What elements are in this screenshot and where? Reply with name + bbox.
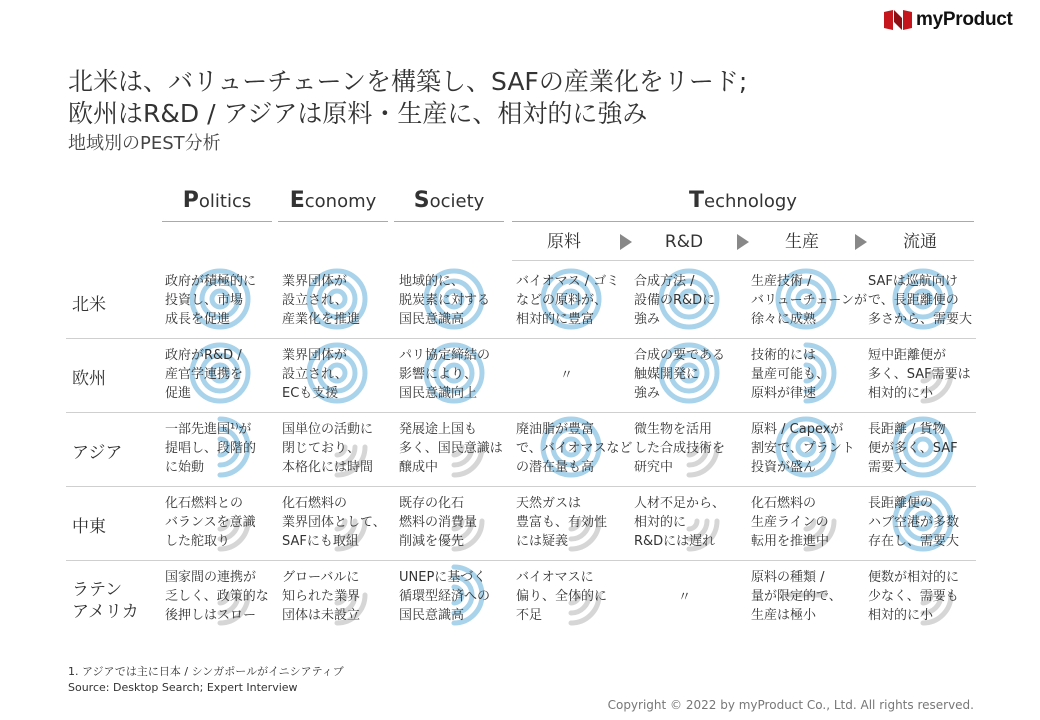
column-rule bbox=[162, 221, 272, 222]
chevron-right-icon bbox=[855, 234, 867, 250]
cell-line: 地域的に、 bbox=[399, 274, 465, 289]
brand-logo bbox=[884, 8, 1013, 32]
cell-line: 相対的に小 bbox=[868, 608, 934, 623]
cell-line: 産官学連携を bbox=[165, 367, 244, 382]
cell-line: 産業化を推進 bbox=[282, 312, 361, 327]
table-cell bbox=[560, 366, 573, 385]
cell-line: 団体は未設立 bbox=[282, 608, 361, 623]
tech-stage-distribution: 流通 bbox=[903, 232, 937, 252]
table-cell bbox=[516, 420, 632, 477]
header-cap: P bbox=[182, 188, 199, 213]
cell-line: 〃 bbox=[560, 368, 574, 383]
cell-line: 発展途上国も bbox=[399, 422, 478, 437]
cell-line: 醸成中 bbox=[399, 460, 439, 475]
cell-line: グローバルに bbox=[282, 570, 360, 585]
header-rest: echnology bbox=[704, 191, 797, 212]
row-label-line: ラテン bbox=[72, 580, 123, 600]
cell-line: 国民意識高 bbox=[399, 312, 465, 327]
cell-line: 偏り、全体的に bbox=[516, 589, 608, 604]
row-label bbox=[72, 368, 106, 390]
header-rest: conomy bbox=[304, 191, 377, 212]
cell-line: 徐々に成熟 bbox=[751, 312, 817, 327]
cell-line: には疑義 bbox=[516, 534, 569, 549]
table-cell bbox=[165, 420, 256, 477]
cell-line: バランスを意識 bbox=[165, 515, 256, 530]
cell-line: 多く、国民意識は bbox=[399, 441, 503, 456]
cell-line: 微生物を活用 bbox=[634, 422, 713, 437]
cell-line: 成長を促進 bbox=[165, 312, 231, 327]
cell-line: 多さから、需要大 bbox=[868, 312, 973, 327]
cell-line: ハブ空港が多数 bbox=[868, 515, 960, 530]
cell-line: 一部先進国¹⁾が bbox=[165, 422, 252, 437]
table-cell bbox=[634, 272, 715, 329]
cell-line: 長距離便の bbox=[868, 496, 934, 511]
row-separator bbox=[66, 338, 976, 339]
table-cell bbox=[399, 494, 477, 551]
cell-line: 相対的に bbox=[634, 515, 687, 530]
row-label-line: 欧州 bbox=[72, 369, 106, 389]
table-cell bbox=[282, 346, 348, 403]
row-label-line: アジア bbox=[72, 443, 123, 463]
cell-line: 少なく、需要も bbox=[868, 589, 959, 604]
row-label-line: 北米 bbox=[72, 295, 106, 315]
table-cell bbox=[399, 420, 503, 477]
column-rule bbox=[394, 221, 504, 222]
row-separator bbox=[66, 412, 976, 413]
cell-line: UNEPに基づく bbox=[399, 570, 487, 585]
table-cell bbox=[751, 494, 829, 551]
cell-line: 業界団体として、 bbox=[282, 515, 386, 530]
cell-line: バリューチェーンが bbox=[751, 293, 867, 308]
tech-stage-production: 生産 bbox=[785, 232, 819, 252]
row-label bbox=[72, 516, 106, 538]
table-cell bbox=[165, 272, 256, 329]
cell-line: 便数が相対的に bbox=[868, 570, 960, 585]
table-cell bbox=[282, 494, 386, 551]
row-label-line: 中東 bbox=[72, 517, 106, 537]
cell-line: 原料の種類 / bbox=[751, 570, 825, 585]
title-line-2: 欧州はR&D / アジアは原料・生産に、相対的に強み bbox=[68, 99, 648, 128]
cell-line: 天然ガスは bbox=[516, 496, 582, 511]
cell-line: 人材不足から、 bbox=[634, 496, 726, 511]
page-title bbox=[68, 66, 747, 130]
cell-line: 原料 / Capexが bbox=[751, 422, 844, 437]
cell-line: 投資し、市場 bbox=[165, 293, 244, 308]
brand-name: myProduct bbox=[916, 9, 1013, 30]
cell-line: で、バイオマスなど bbox=[516, 441, 633, 456]
cell-line: 量産可能も、 bbox=[751, 367, 830, 382]
cell-line: 不足 bbox=[516, 608, 543, 623]
row-label-line: アメリカ bbox=[72, 602, 139, 622]
cell-line: 転用を推進中 bbox=[751, 534, 830, 549]
row-separator bbox=[66, 560, 976, 561]
header-cap: E bbox=[289, 188, 305, 213]
table-cell bbox=[634, 420, 725, 477]
column-header-politics bbox=[162, 186, 272, 216]
cell-line: 触媒開発に bbox=[634, 367, 700, 382]
cell-line: 便が多く、SAF bbox=[868, 441, 958, 456]
column-rule bbox=[512, 221, 974, 222]
cell-line: 閉じており、 bbox=[282, 441, 361, 456]
cell-line: バイオマスに bbox=[516, 570, 594, 585]
table-cell bbox=[751, 420, 855, 477]
chevron-right-icon bbox=[620, 234, 632, 250]
table-cell bbox=[634, 346, 725, 403]
cell-line: バイオマス / ゴミ bbox=[516, 274, 620, 289]
cell-line: 国単位の活動に bbox=[282, 422, 374, 437]
table-cell bbox=[751, 346, 829, 403]
sub-header-rule bbox=[512, 260, 974, 261]
cell-line: 政府がR&D / bbox=[165, 348, 242, 363]
cell-line: 促進 bbox=[165, 386, 192, 401]
cell-line: 相対的に小 bbox=[868, 386, 934, 401]
cell-line: 多く、SAF需要は bbox=[868, 367, 971, 382]
cell-line: 脱炭素に対する bbox=[399, 293, 491, 308]
cell-line: などの原料が、 bbox=[516, 293, 608, 308]
cell-line: 豊富も、有効性 bbox=[516, 515, 608, 530]
cell-line: した合成技術を bbox=[634, 441, 726, 456]
cell-line: 国家間の連携が bbox=[165, 570, 257, 585]
row-label bbox=[72, 442, 122, 464]
table-cell bbox=[399, 568, 490, 625]
cell-line: 原料が律速 bbox=[751, 386, 817, 401]
table-cell bbox=[751, 272, 867, 329]
column-header-technology bbox=[512, 186, 974, 216]
table-cell bbox=[165, 346, 243, 403]
cell-line: した舵取り bbox=[165, 534, 231, 549]
table-cell bbox=[868, 420, 958, 477]
cell-line: パリ協定締結の bbox=[399, 348, 491, 363]
cell-line: 化石燃料との bbox=[165, 496, 244, 511]
cell-line: 割安で、プラント bbox=[751, 441, 855, 456]
table-cell bbox=[516, 494, 607, 551]
cell-line: 設立され、 bbox=[282, 293, 348, 308]
cell-line: 影響により、 bbox=[399, 367, 478, 382]
table-cell bbox=[516, 272, 619, 329]
cell-line: 政府が積極的に bbox=[165, 274, 257, 289]
cell-line: 循環型経済への bbox=[399, 589, 491, 604]
footnote-source: Source: Desktop Search; Expert Interview bbox=[68, 681, 298, 694]
cell-line: 生産技術 / bbox=[751, 274, 812, 289]
table-cell bbox=[282, 272, 360, 329]
cell-line: 生産は極小 bbox=[751, 608, 817, 623]
table-cell bbox=[751, 568, 842, 625]
cell-line: 長距離 / 貨物 bbox=[868, 422, 946, 437]
table-cell bbox=[165, 568, 269, 625]
footnote bbox=[68, 664, 344, 696]
cell-line: 研究中 bbox=[634, 460, 674, 475]
column-header-society bbox=[394, 186, 504, 216]
chevron-right-icon bbox=[737, 234, 749, 250]
cell-line: 設備のR&Dに bbox=[634, 293, 716, 308]
header-rest: ociety bbox=[429, 191, 485, 212]
cell-line: で、長距離便の bbox=[868, 293, 959, 308]
cell-line: 投資が盛ん bbox=[751, 460, 817, 475]
cell-line: 生産ラインの bbox=[751, 515, 829, 530]
cell-line: 業界団体が bbox=[282, 348, 348, 363]
header-cap: T bbox=[689, 188, 705, 213]
cell-line: 設立され、 bbox=[282, 367, 348, 382]
cell-line: 国民意識向上 bbox=[399, 386, 478, 401]
tech-stage-rnd: R&D bbox=[664, 232, 704, 252]
cell-line: 後押しはスロー bbox=[165, 608, 257, 623]
tech-stage-raw-material: 原料 bbox=[547, 232, 581, 252]
table-cell bbox=[868, 346, 971, 403]
cell-line: 燃料の消費量 bbox=[399, 515, 478, 530]
cell-line: 化石燃料の bbox=[282, 496, 348, 511]
row-label bbox=[72, 294, 106, 316]
cell-line: 本格化には時間 bbox=[282, 460, 374, 475]
table-cell bbox=[165, 494, 256, 551]
brand-mark-icon bbox=[884, 10, 912, 30]
cell-line: 廃油脂が豊富 bbox=[516, 422, 595, 437]
cell-line: 需要大 bbox=[868, 460, 908, 475]
cell-line: SAFにも取組 bbox=[282, 534, 359, 549]
cell-line: 化石燃料の bbox=[751, 496, 817, 511]
cell-line: R&Dには遅れ bbox=[634, 534, 716, 549]
cell-line: 量が限定的で、 bbox=[751, 589, 842, 604]
table-cell bbox=[634, 494, 725, 551]
cell-line: 技術的には bbox=[751, 348, 817, 363]
title-line-1: 北米は、バリューチェーンを構築し、SAFの産業化をリード; bbox=[68, 67, 748, 96]
cell-line: 業界団体が bbox=[282, 274, 348, 289]
cell-line: SAFは巡航向け bbox=[868, 274, 958, 289]
cell-line: 提唱し、段階的 bbox=[165, 441, 257, 456]
footnote-note: 1. アジアでは主に日本 / シンガポールがイニシアティブ bbox=[68, 665, 344, 678]
cell-line: 既存の化石 bbox=[399, 496, 465, 511]
row-separator bbox=[66, 486, 976, 487]
cell-line: 強み bbox=[634, 312, 661, 327]
cell-line: 知られた業界 bbox=[282, 589, 361, 604]
cell-line: 削減を優先 bbox=[399, 534, 465, 549]
cell-line: 合成の要である bbox=[634, 348, 726, 363]
cell-line: に始動 bbox=[165, 460, 205, 475]
table-cell bbox=[868, 568, 959, 625]
table-cell bbox=[282, 568, 360, 625]
table-cell bbox=[399, 272, 490, 329]
table-cell bbox=[282, 420, 373, 477]
header-rest: olitics bbox=[198, 191, 252, 212]
copyright: Copyright © 2022 by myProduct Co., Ltd. All rights reserved. bbox=[607, 698, 974, 712]
table-cell bbox=[399, 346, 490, 403]
cell-line: 国民意識高 bbox=[399, 608, 465, 623]
cell-line: 相対的に豊富 bbox=[516, 312, 595, 327]
cell-line: ECも支援 bbox=[282, 386, 339, 401]
column-header-economy bbox=[278, 186, 388, 216]
cell-line: 〃 bbox=[678, 590, 692, 605]
cell-line: 合成方法 / bbox=[634, 274, 695, 289]
header-cap: S bbox=[413, 188, 430, 213]
cell-line: 強み bbox=[634, 386, 661, 401]
cell-line: の潜在量も高 bbox=[516, 460, 595, 475]
page-subtitle: 地域別のPEST分析 bbox=[68, 133, 221, 154]
column-rule bbox=[278, 221, 388, 222]
cell-line: 短中距離便が bbox=[868, 348, 947, 363]
cell-line: 乏しく、政策的な bbox=[165, 589, 269, 604]
row-label bbox=[72, 579, 139, 623]
table-cell bbox=[678, 588, 691, 607]
cell-line: 存在し、需要大 bbox=[868, 534, 960, 549]
table-cell bbox=[868, 272, 972, 329]
table-cell bbox=[516, 568, 607, 625]
table-cell bbox=[868, 494, 959, 551]
